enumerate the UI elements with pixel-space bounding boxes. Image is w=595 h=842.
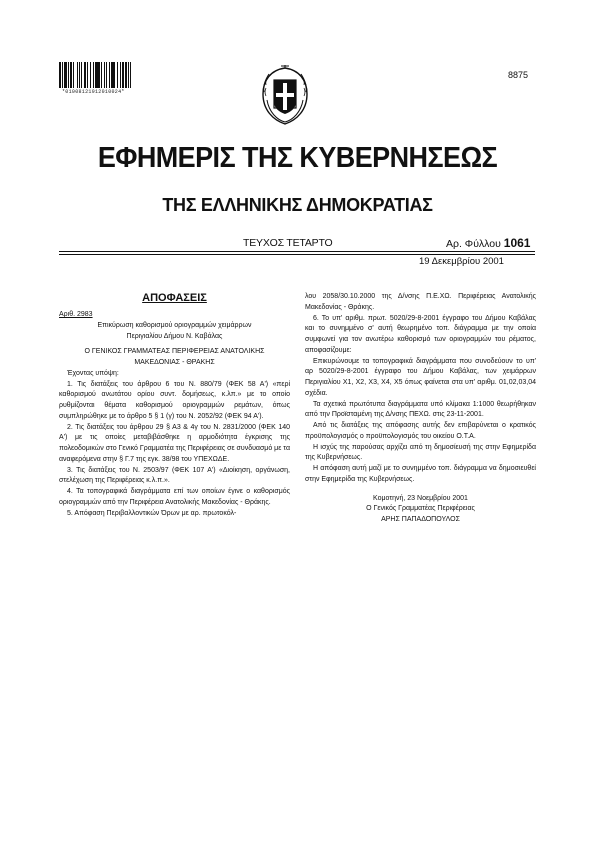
paragraph: λου 2058/30.10.2000 της Δ/νσης Π.Ε.ΧΩ. Περιφέρειας Ανατολικής Μακεδονίας - Θράκης. [305, 293, 536, 311]
consideration-item: 5. Απόφαση Περιβαλλοντικών Όρων με αρ. πρωτοκόλ- [67, 509, 237, 517]
right-column [305, 292, 536, 526]
paragraph: Τα σχετικά πρωτότυπα διαγράμματα υπό κλίμακα 1:1000 θεωρήθηκαν από την Προϊσταμένη της Δ/νσης ΠΕΧΩ. στις 23-11-2001. [305, 400, 536, 419]
sheet-label: Αρ. Φύλλου [446, 238, 501, 250]
place-date: Κομοτηνή, 23 Νοεμβρίου 2001 [373, 494, 468, 502]
gazette-title: ΕΦΗΜΕΡΙΣ ΤΗΣ ΚΥΒΕΡΝΗΣΕΩΣ [97, 142, 498, 174]
header-rule [59, 251, 535, 252]
consideration-item: 3. Τις διατάξεις του Ν. 2503/97 (ΦΕΚ 107 Α') «Διοίκηση, οργάνωση, στελέχωση της Περιφέρειας κ.λ.π.». [59, 466, 290, 485]
consideration-item: 4. Τα τοπογραφικά διαγράμματα επί των οποίων έγινε ο καθορισμός οριογραμμών από την Περιφέρεια Ανατολικής Μακεδονίας - Θράκης. [59, 488, 290, 506]
consideration-item: 2. Τις διατάξεις του άρθρου 29 § Α3 & 4γ του Ν. 2831/2000 (ΦΕΚ 140 Α') με τις οποίες μεταβιβάσθηκε η αρμοδιότητα έγκρισης της πολεοδομικών στο Γενικό Γραμματέα της Περιφέρειας σε συνδυασμό με τα αναφερόμενα στην § Γ.7 της εγκ. 38/98 του ΥΠΕΧΩΔΕ. [59, 423, 290, 463]
sheet-number-value: 1061 [503, 236, 531, 250]
section-heading: ΑΠΟΦΑΣΕΙΣ [142, 292, 207, 304]
barcode [59, 62, 179, 88]
considering-label: Έχοντας υπόψη: [67, 369, 119, 377]
signer-title: Ο Γενικός Γραμματέας Περιφέρειας [366, 505, 475, 513]
header-rule-thin [59, 254, 535, 255]
issuing-authority: Ο ΓΕΝΙΚΟΣ ΓΡΑΜΜΑΤΕΑΣ ΠΕΡΙΦΕΡΕΙΑΣ ΑΝΑΤΟΛΙΚΗΣ ΜΑΚΕΔΟΝΙΑΣ - ΘΡΑΚΗΣ [84, 348, 265, 366]
paragraph: Η απόφαση αυτή μαζί με το συνημμένο τοπ. διάγραμμα να δημοσιευθεί στην Εφημερίδα της Κυβερνήσεως. [305, 465, 536, 483]
barcode-text: *01008121912010024* [62, 89, 125, 95]
sheet-number [446, 236, 530, 250]
decision-subject: Επικύρωση καθορισμού οριογραμμών χειμάρρων Περιγιαλίου Δήμου Ν. Καβάλας [97, 321, 252, 340]
coat-of-arms-icon [259, 64, 311, 128]
paragraph: Η ισχύς της παρούσας αρχίζει από τη δημοσίευσή της στην Εφημερίδα της Κυβερνήσεως. [305, 443, 536, 462]
paragraph: Επικυρώνουμε τα τοπογραφικά διαγράμματα που συνοδεύουν το υπ' αρ 5020/29-8-2001 έγγραφο του Δήμου Καβάλας, των χειμάρρων Περιγιαλίου Χ1, Χ2, Χ3, Χ4, Χ5 όπως φαίνεται στα υπ' αριθμ. 01,02,03,04 σχέδια. [305, 357, 536, 397]
page-number: 8875 [508, 70, 529, 80]
left-column [59, 310, 290, 519]
paragraph: 6. Το υπ' αριθμ. πρωτ. 5020/29-8-2001 έγγραφο του Δήμου Καβάλας και το συνημμένο σ' αυτή θεωρημένο τοπ. διάγραμμα με την οποία συμφωνεί για τον ανωτέρω καθορισμό των οριογραμμών του ρέματος, αποφασίζουμε: [305, 314, 536, 354]
signer-name: ΑΡΗΣ ΠΑΠΑΔΟΠΟΥΛΟΣ [381, 516, 460, 523]
issue-date: 19 Δεκεμβρίου 2001 [419, 256, 504, 267]
gazette-subtitle: ΤΗΣ ΕΛΛΗΝΙΚΗΣ ΔΗΜΟΚΡΑΤΙΑΣ [162, 195, 433, 215]
consideration-item: 1. Τις διατάξεις του άρθρου 6 του Ν. 880/79 (ΦΕΚ 58 Α') «περί καθορισμού ανωτάτου ορίου συντ. δομήσεως, κ.λπ.» με το οποίο ρυθμίζονται θέματα καθορισμού οριογραμμών ρεμάτων, όπως συμπληρώθηκε με το άρθρο 5 § 1 (γ) του Ν. 2052/92 (ΦΕΚ 94 Α'). [59, 380, 290, 420]
decision-number: Αριθ. 2983 [59, 311, 93, 318]
paragraph: Από τις διατάξεις της απόφασης αυτής δεν επιβαρύνεται ο κρατικός προϋπολογισμός ο προϋπολογισμός του οικείου Ο.Τ.Α. [305, 422, 536, 440]
issue-type: ΤΕΥΧΟΣ ΤΕΤΑΡΤΟ [243, 237, 333, 249]
